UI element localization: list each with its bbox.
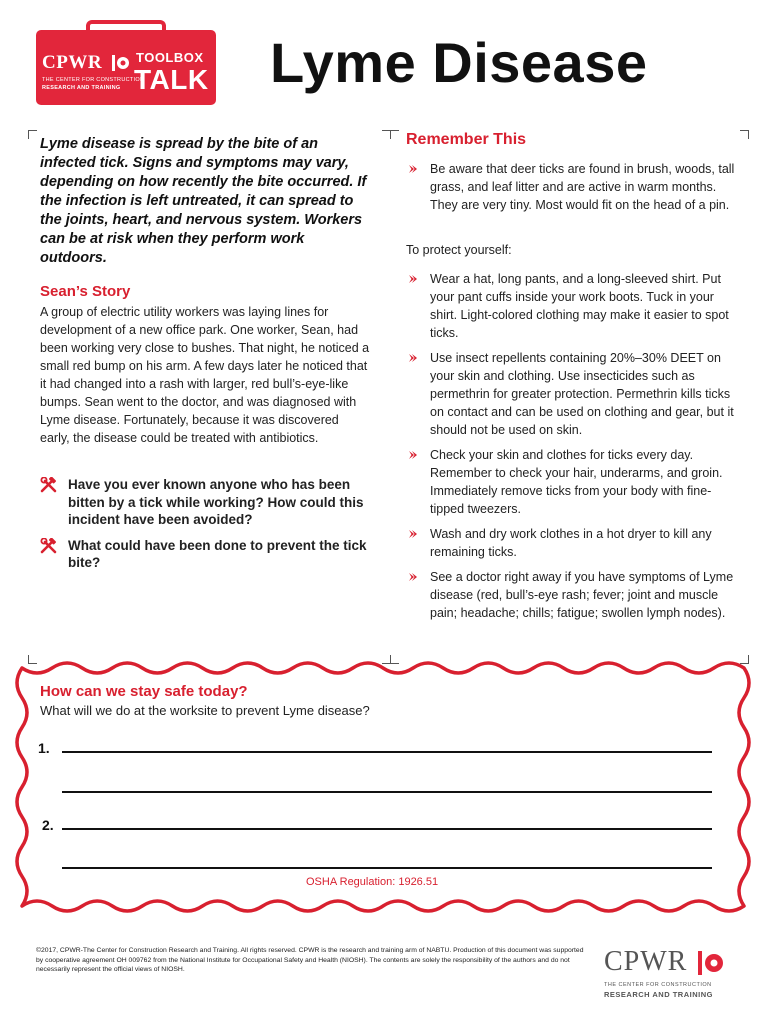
cpwr-mark-icon	[112, 54, 130, 72]
logo-line1: TOOLBOX	[136, 50, 204, 65]
intro-text: Lyme disease is spread by the bite of an infected tick. Signs and symptoms may vary, depending on how recently the bite occurred. If the infection is left untreated, it can spread to the joints, heart, and nervous system. Workers can be at risk when they perform work outdoors.	[40, 136, 367, 266]
list-item	[406, 568, 736, 622]
osha-regulation: OSHA Regulation: 1926.51	[306, 876, 439, 888]
story-text: A group of electric utility workers was laying lines for development of a new office park. One worker, Sean, had been working very close to bushes. That night, he noticed a small red bump on his arm. A few days later he noticed that it had changed into a rash with larger, red bull’s-eye-like bumps. Sean went to the doctor, and was diagnosed with Lyme disease. Fortunately, because it was discovered early, the disease could be treated with antibiotics.	[40, 305, 370, 445]
answer-line[interactable]	[62, 867, 712, 869]
list-item-text: Check your skin and clothes for ticks every day. Remember to check your hair, underarms, and groin. Immediately remove ticks from your body with fine-tipped tweezers.	[430, 448, 723, 516]
arrow-right-icon	[408, 164, 418, 174]
arrow-right-icon	[408, 450, 418, 460]
page-title: Lyme Disease	[270, 31, 648, 94]
arrow-right-icon	[408, 529, 418, 539]
list-item-text: Use insect repellents containing 20%–30% DEET on your skin and clothing. Use insecticides such as permethrin for greater protection. Permethrin kills ticks on contact and can be used on clothing and gear, but it should not be used on skin.	[430, 351, 734, 437]
copyright-text: ©2017, CPWR-The Center for Construction Research and Training. All rights reserved. CPWR is the research and training arm of NABTU. Production of this document was supported by cooperative agreement OH 009762 from the National Institute for Occupational Safety and Health (NIOSH). The contents are solely the responsibility of the authors and do not necessarily represent the official views of NIOSH.	[36, 947, 584, 973]
hammer-wrench-icon	[40, 477, 58, 493]
list-item	[406, 525, 736, 561]
protect-label: To protect yourself:	[406, 243, 512, 257]
arrow-right-icon	[408, 274, 418, 284]
corner-mark	[390, 130, 399, 139]
question-text: What could have been done to prevent the tick bite?	[68, 537, 367, 570]
answer-number-2: 2.	[42, 817, 54, 833]
arrow-right-icon	[408, 353, 418, 363]
list-item	[406, 349, 736, 439]
answer-line[interactable]	[62, 751, 712, 753]
hammer-wrench-icon	[40, 538, 58, 554]
logo-brand: CPWR	[42, 52, 103, 73]
remember-heading: Remember This	[406, 131, 527, 148]
protect-list	[406, 270, 736, 629]
answer-line[interactable]	[62, 791, 712, 793]
logo-sub1: THE CENTER FOR CONSTRUCTION	[42, 77, 145, 83]
remember-list	[406, 160, 736, 221]
question-item	[40, 476, 370, 529]
answer-line[interactable]	[62, 828, 712, 830]
arrow-right-icon	[408, 572, 418, 582]
list-item	[406, 160, 736, 214]
safety-subheading: What will we do at the worksite to prevent Lyme disease?	[40, 703, 370, 718]
logo-line2: TALK	[134, 64, 209, 95]
list-item-text: Wash and dry work clothes in a hot dryer to kill any remaining ticks.	[430, 527, 712, 559]
discussion-questions	[40, 476, 370, 580]
footer-sub1: THE CENTER FOR CONSTRUCTION	[604, 982, 712, 988]
footer-brand: CPWR	[604, 946, 688, 977]
story-heading: Sean’s Story	[40, 283, 131, 300]
list-item-text: Wear a hat, long pants, and a long-sleeved shirt. Put your pant cuffs inside your work boots. Tuck in your shirt. Light-colored clothing may make it easier to spot ticks.	[430, 272, 729, 340]
list-item-text: Be aware that deer ticks are found in brush, woods, tall grass, and leaf litter and are active in warm months. They are very tiny. Most would fit on the head of a pin.	[430, 162, 735, 212]
footer-sub2: RESEARCH AND TRAINING	[604, 990, 713, 999]
safety-heading: How can we stay safe today?	[40, 683, 248, 700]
corner-mark	[740, 130, 749, 139]
list-item-text: See a doctor right away if you have symptoms of Lyme disease (red, bull’s-eye rash; fever; joint and muscle pain; headache; chills; fatigue; swollen lymph nodes).	[430, 570, 734, 620]
question-item	[40, 537, 370, 572]
list-item	[406, 446, 736, 518]
answer-number-1: 1.	[38, 740, 50, 756]
corner-mark	[28, 130, 37, 139]
question-text: Have you ever known anyone who has been bitten by a tick while working? How could this incident have been avoided?	[68, 477, 364, 527]
cpwr-mark-icon	[698, 950, 724, 976]
logo-sub2: RESEARCH AND TRAINING	[42, 85, 121, 91]
list-item	[406, 270, 736, 342]
